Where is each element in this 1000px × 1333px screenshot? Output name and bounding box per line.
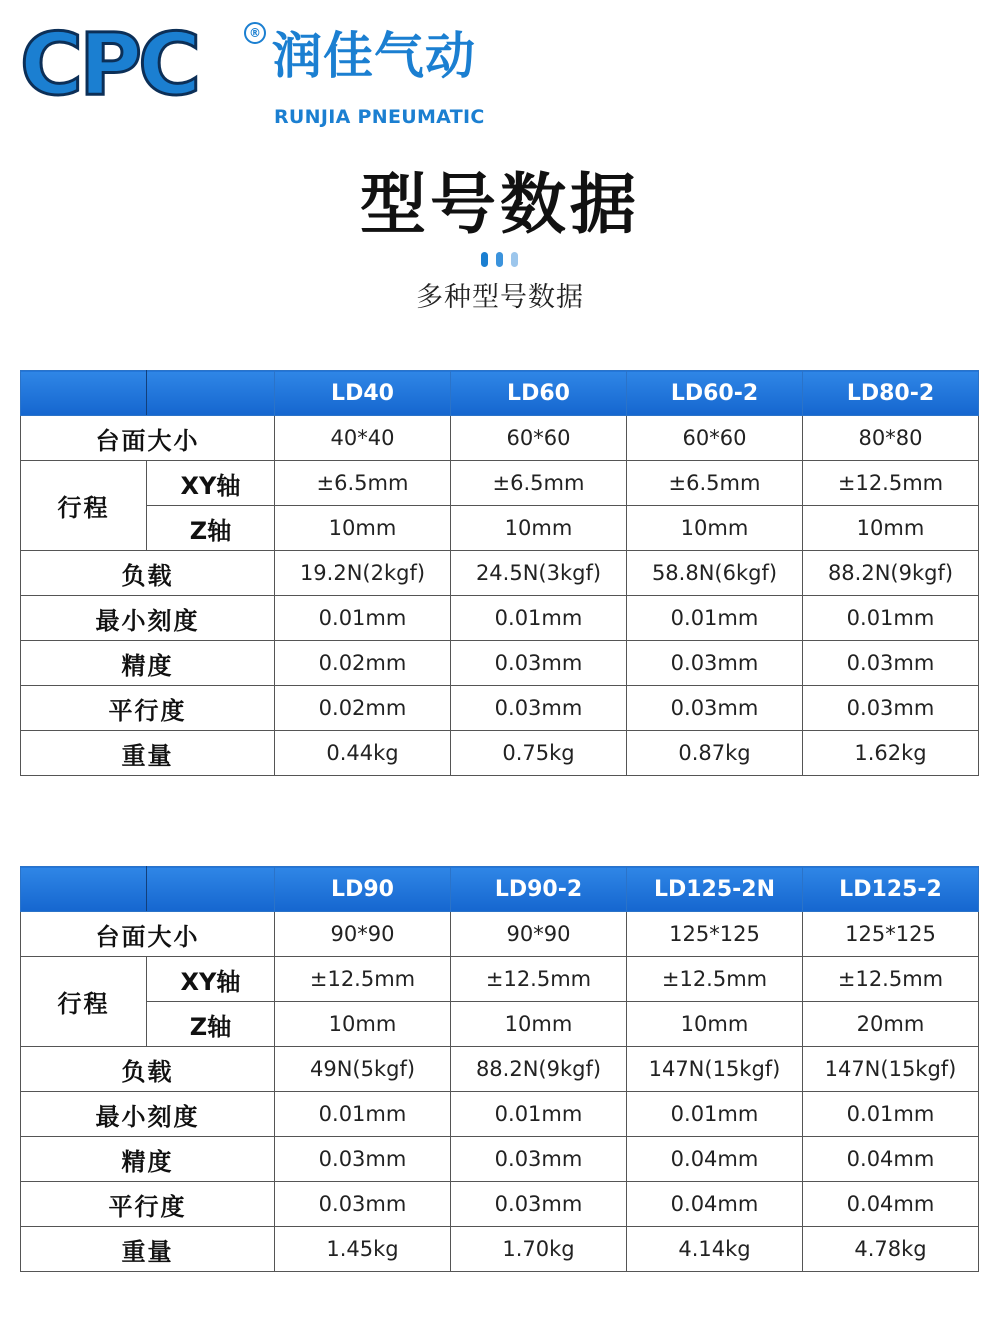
row-label-weight: 重量 bbox=[21, 1227, 275, 1272]
logo-cpc-text: CPC bbox=[20, 15, 198, 115]
row-label-table-size: 台面大小 bbox=[21, 912, 275, 957]
table-cell: 0.03mm bbox=[627, 686, 803, 731]
table-row bbox=[21, 1047, 979, 1092]
table-cell: 10mm bbox=[275, 1002, 451, 1047]
page-title: 型号数据 bbox=[360, 166, 640, 243]
model-header: LD40 bbox=[275, 371, 451, 416]
decorative-dots bbox=[481, 252, 521, 268]
table-cell: 10mm bbox=[803, 506, 979, 551]
table-row bbox=[21, 1137, 979, 1182]
row-label-weight: 重量 bbox=[21, 731, 275, 776]
dot-icon bbox=[511, 252, 518, 267]
table-cell: ±12.5mm bbox=[803, 957, 979, 1002]
table-cell: 24.5N(3kgf) bbox=[451, 551, 627, 596]
table-row bbox=[21, 731, 979, 776]
table-cell: 0.03mm bbox=[275, 1137, 451, 1182]
model-header: LD60-2 bbox=[627, 371, 803, 416]
table-cell: 0.04mm bbox=[803, 1137, 979, 1182]
table-cell: 1.62kg bbox=[803, 731, 979, 776]
row-label-precision: 精度 bbox=[21, 1137, 275, 1182]
table-cell: 0.04mm bbox=[627, 1137, 803, 1182]
table-cell: 0.01mm bbox=[451, 596, 627, 641]
table-cell: 147N(15kgf) bbox=[627, 1047, 803, 1092]
row-sublabel-z: Z轴 bbox=[147, 1002, 275, 1047]
table-cell: 4.14kg bbox=[627, 1227, 803, 1272]
model-header: LD90-2 bbox=[451, 867, 627, 912]
table-row bbox=[21, 1227, 979, 1272]
registered-mark: ® bbox=[244, 22, 266, 44]
table-cell: 10mm bbox=[627, 506, 803, 551]
table-row bbox=[21, 1092, 979, 1137]
table-cell: 125*125 bbox=[803, 912, 979, 957]
row-label-parallelism: 平行度 bbox=[21, 1182, 275, 1227]
table-cell: 10mm bbox=[451, 1002, 627, 1047]
table-cell: 90*90 bbox=[451, 912, 627, 957]
table-cell: 0.01mm bbox=[627, 1092, 803, 1137]
table-cell: 0.75kg bbox=[451, 731, 627, 776]
table-cell: 0.03mm bbox=[451, 641, 627, 686]
table-row bbox=[21, 506, 979, 551]
table-cell: ±12.5mm bbox=[803, 461, 979, 506]
table-cell: 0.01mm bbox=[803, 1092, 979, 1137]
table-cell: 58.8N(6kgf) bbox=[627, 551, 803, 596]
table-cell: 19.2N(2kgf) bbox=[275, 551, 451, 596]
table-cell: 40*40 bbox=[275, 416, 451, 461]
table-row bbox=[21, 551, 979, 596]
brand-name-en: RUNJIA PNEUMATIC bbox=[274, 106, 485, 128]
table-cell: 0.04mm bbox=[803, 1182, 979, 1227]
row-sublabel-z: Z轴 bbox=[147, 506, 275, 551]
table-cell: 0.03mm bbox=[627, 641, 803, 686]
table-cell: 0.87kg bbox=[627, 731, 803, 776]
table-row bbox=[21, 1002, 979, 1047]
model-header: LD80-2 bbox=[803, 371, 979, 416]
row-label-load: 负载 bbox=[21, 551, 275, 596]
table-cell: 90*90 bbox=[275, 912, 451, 957]
table-cell: 0.02mm bbox=[275, 686, 451, 731]
table-cell: 10mm bbox=[451, 506, 627, 551]
table-cell: 20mm bbox=[803, 1002, 979, 1047]
row-sublabel-xy: XY轴 bbox=[147, 461, 275, 506]
table-cell: 0.44kg bbox=[275, 731, 451, 776]
table-cell: 88.2N(9kgf) bbox=[451, 1047, 627, 1092]
table-cell: ±12.5mm bbox=[451, 957, 627, 1002]
model-header: LD125-2 bbox=[803, 867, 979, 912]
header-blank-cell bbox=[21, 371, 147, 416]
row-label-table-size: 台面大小 bbox=[21, 416, 275, 461]
header-blank-cell bbox=[147, 371, 275, 416]
table-cell: 10mm bbox=[275, 506, 451, 551]
table-row bbox=[21, 912, 979, 957]
row-label-stroke: 行程 bbox=[21, 461, 147, 551]
table-cell: 0.03mm bbox=[803, 641, 979, 686]
row-sublabel-xy: XY轴 bbox=[147, 957, 275, 1002]
table-cell: 0.03mm bbox=[451, 1137, 627, 1182]
table-cell: 0.04mm bbox=[627, 1182, 803, 1227]
table-cell: ±12.5mm bbox=[627, 957, 803, 1002]
table-cell: 49N(5kgf) bbox=[275, 1047, 451, 1092]
table-cell: 1.45kg bbox=[275, 1227, 451, 1272]
table-row bbox=[21, 957, 979, 1002]
table-cell: 0.01mm bbox=[451, 1092, 627, 1137]
table-cell: 0.01mm bbox=[275, 596, 451, 641]
table-header-row bbox=[21, 371, 979, 416]
row-label-min-scale: 最小刻度 bbox=[21, 596, 275, 641]
table-cell: 0.03mm bbox=[275, 1182, 451, 1227]
table-row bbox=[21, 1182, 979, 1227]
table-cell: 0.01mm bbox=[627, 596, 803, 641]
row-label-stroke: 行程 bbox=[21, 957, 147, 1047]
model-header: LD60 bbox=[451, 371, 627, 416]
table-cell: 88.2N(9kgf) bbox=[803, 551, 979, 596]
table-cell: ±6.5mm bbox=[275, 461, 451, 506]
table-cell: 147N(15kgf) bbox=[803, 1047, 979, 1092]
model-header: LD90 bbox=[275, 867, 451, 912]
spec-table-2 bbox=[20, 866, 979, 1272]
table-row bbox=[21, 641, 979, 686]
table-cell: 0.02mm bbox=[275, 641, 451, 686]
header-blank-cell bbox=[21, 867, 147, 912]
table-cell: 125*125 bbox=[627, 912, 803, 957]
table-cell: ±12.5mm bbox=[275, 957, 451, 1002]
header-blank-cell bbox=[147, 867, 275, 912]
table-cell: 0.03mm bbox=[451, 1182, 627, 1227]
table-row bbox=[21, 416, 979, 461]
table-cell: 0.03mm bbox=[803, 686, 979, 731]
table-cell: 4.78kg bbox=[803, 1227, 979, 1272]
row-label-precision: 精度 bbox=[21, 641, 275, 686]
table-header-row bbox=[21, 867, 979, 912]
table-cell: ±6.5mm bbox=[627, 461, 803, 506]
model-header: LD125-2N bbox=[627, 867, 803, 912]
table-row bbox=[21, 686, 979, 731]
row-label-min-scale: 最小刻度 bbox=[21, 1092, 275, 1137]
table-row bbox=[21, 596, 979, 641]
row-label-parallelism: 平行度 bbox=[21, 686, 275, 731]
table-cell: 0.01mm bbox=[275, 1092, 451, 1137]
brand-name-cn: 润佳气动 bbox=[272, 27, 476, 85]
table-cell: 60*60 bbox=[451, 416, 627, 461]
dot-icon bbox=[496, 252, 503, 267]
table-row bbox=[21, 461, 979, 506]
row-label-load: 负载 bbox=[21, 1047, 275, 1092]
table-cell: 60*60 bbox=[627, 416, 803, 461]
table-cell: 0.03mm bbox=[451, 686, 627, 731]
table-cell: 10mm bbox=[627, 1002, 803, 1047]
spec-table-1 bbox=[20, 370, 979, 776]
table-cell: 0.01mm bbox=[803, 596, 979, 641]
table-cell: 80*80 bbox=[803, 416, 979, 461]
dot-icon bbox=[481, 252, 488, 267]
page-subtitle: 多种型号数据 bbox=[416, 282, 584, 313]
table-cell: ±6.5mm bbox=[451, 461, 627, 506]
table-cell: 1.70kg bbox=[451, 1227, 627, 1272]
